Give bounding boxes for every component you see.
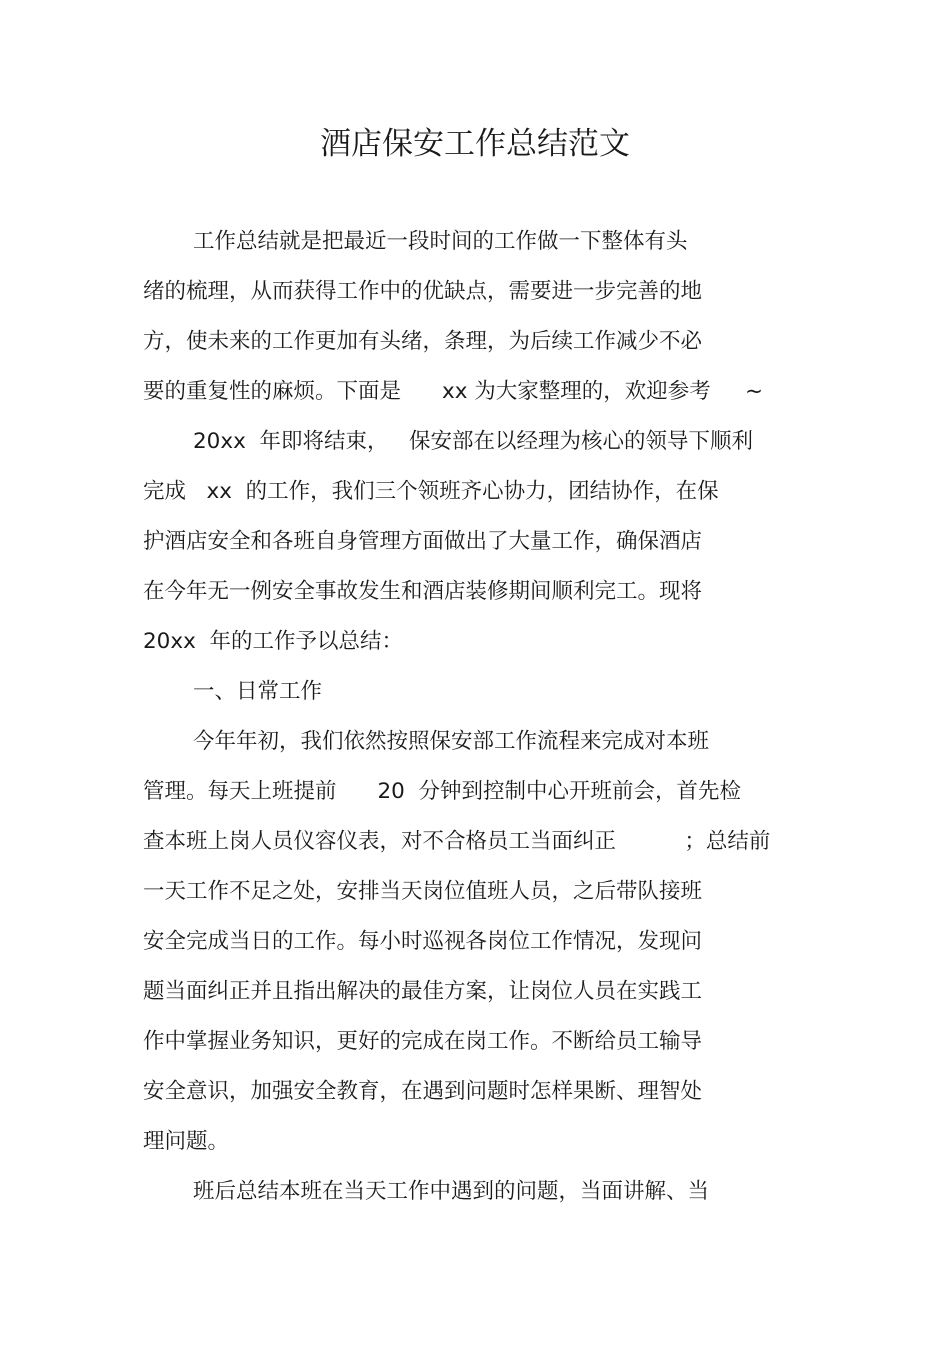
paragraph-line: 安全完成当日的工作。每小时巡视各岗位工作情况，发现问 bbox=[143, 929, 703, 954]
paragraph-line: 今年年初，我们依然按照保安部工作流程来完成对本班 bbox=[193, 729, 710, 754]
paragraph-line: 班后总结本班在当天工作中遇到的问题，当面讲解、当 bbox=[193, 1179, 710, 1204]
paragraph-line: 20xx 年的工作予以总结： bbox=[143, 629, 403, 654]
paragraph-line: 安全意识，加强安全教育，在遇到问题时怎样果断、理智处 bbox=[143, 1079, 703, 1104]
paragraph-line: 护酒店安全和各班自身管理方面做出了大量工作，确保酒店 bbox=[143, 529, 703, 554]
paragraph-line: 题当面纠正并且指出解决的最佳方案，让岗位人员在实践工 bbox=[143, 979, 703, 1004]
paragraph-line: 在今年无一例安全事故发生和酒店装修期间顺利完工。现将 bbox=[143, 579, 703, 604]
document-title: 酒店保安工作总结范文 bbox=[320, 126, 630, 162]
paragraph-line: 查本班上岗人员仪容仪表，对不合格员工当面纠正 ；总结前 bbox=[143, 829, 771, 854]
paragraph-line: 20xx 年即将结束， 保安部在以经理为核心的领导下顺利 bbox=[193, 429, 753, 454]
paragraph-line: 要的重复性的麻烦。下面是 xx 为大家整理的，欢迎参考 ~ bbox=[143, 379, 763, 404]
paragraph-line: 方，使未来的工作更加有头绪，条理，为后续工作减少不必 bbox=[143, 329, 703, 354]
paragraph-line: 完成 xx 的工作，我们三个领班齐心协力，团结协作，在保 bbox=[143, 479, 719, 504]
paragraph-line: 理问题。 bbox=[143, 1129, 230, 1154]
paragraph-line: 作中掌握业务知识，更好的完成在岗工作。不断给员工输导 bbox=[143, 1029, 703, 1054]
paragraph-line: 工作总结就是把最近一段时间的工作做一下整体有头 bbox=[193, 229, 688, 254]
paragraph-line: 一天工作不足之处，安排当天岗位值班人员，之后带队接班 bbox=[143, 879, 703, 904]
section-heading: 一、日常工作 bbox=[193, 679, 323, 704]
paragraph-line: 管理。每天上班提前 20 分钟到控制中心开班前会，首先检 bbox=[143, 779, 742, 804]
paragraph-line: 绪的梳理，从而获得工作中的优缺点，需要进一步完善的地 bbox=[143, 279, 703, 304]
